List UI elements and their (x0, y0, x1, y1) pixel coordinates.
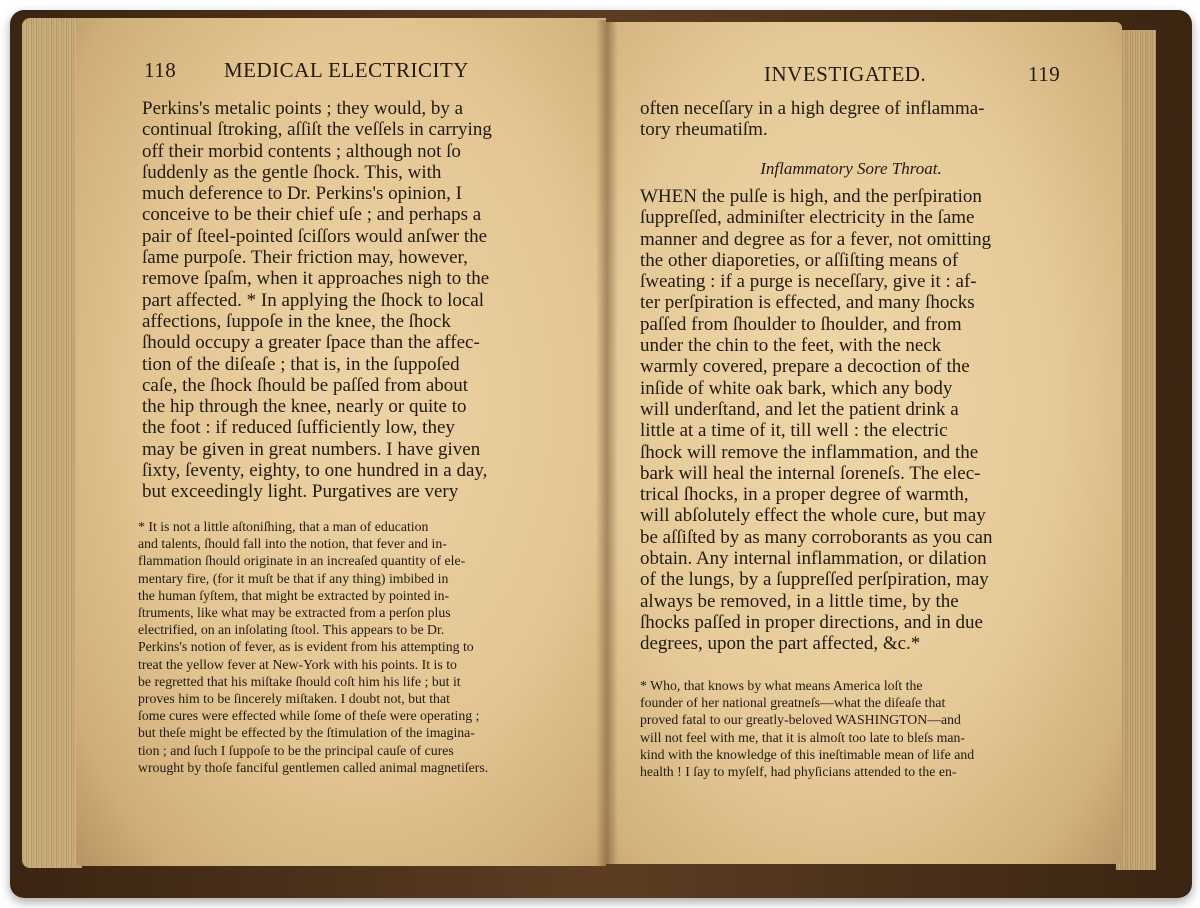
right-running-title: INVESTIGATED. (764, 62, 927, 86)
right-intro-text: often neceſſary in a high degree of inflamma- tory rheumatiſm. (640, 98, 985, 141)
left-page-number: 118 (144, 58, 177, 82)
right-page (604, 22, 1122, 864)
right-body-text: WHEN the pulſe is high, and the perſpiration ſuppreſſed, adminiſter electricity in the ſame manner and degree as for a fever, not omitting the other diaporeties, or aſſiſting means of ſweating : if a purge is neceſſary, give it : af- ter perſpiration is effected, and many ſhocks paſſed from ſhoulder to ſhoulder, and from under the chin to the feet, with the neck warmly covered, prepare a decoction of the inſide of white oak bark, which any body will underſtand, and let the patient drink a little at a time of it, till well : the electric ſhock will remove the inflammation, and the bark will heal the internal ſoreneſs. The elec- trical ſhocks, in a proper degree of warmth, will abſolutely effect the whole cure, but may be aſſiſted by as many corroborants as you can obtain. Any internal inflammation, or dilation of the lungs, by a ſuppreſſed perſpiration, may always be removed, in a little time, by the ſhocks paſſed in proper directions, and in due degrees, upon the part affected, &c.* (640, 186, 993, 655)
page-block-edge-left (22, 18, 82, 868)
left-page (76, 18, 606, 866)
right-footnote: * Who, that knows by what means America loſt the founder of her national greatneſs—what the diſeaſe that proved fatal to our greatly-beloved WASHINGTON—and will not feel with me, that it is almoſt too late to bleſs man- kind with the knowledge of this ineſtimable mean of life and health ! I ſay to myſelf, had phyſicians attended to the en- (640, 678, 975, 780)
book-gutter (596, 20, 618, 866)
left-body-text: Perkins's metalic points ; they would, by a continual ſtroking, aſſiſt the veſſels in carrying off their morbid contents ; although not ſo ſuddenly as the gentle ſhock. This, with much deference to Dr. Perkins's opinion, I conceive to be their chief uſe ; and perhaps a pair of ſteel-pointed ſciſſors would anſwer the ſame purpoſe. Their friction may, however, remove ſpaſm, when it approaches nigh to the part affected. * In applying the ſhock to local affections, ſuppoſe in the knee, the ſhock ſhould occupy a greater ſpace than the affec- tion of the diſeaſe ; that is, in the ſuppoſed caſe, the ſhock ſhould be paſſed from about the hip through the knee, nearly or quite to the foot : if reduced ſufficiently low, they may be given in great numbers. I have given ſixty, ſeventy, eighty, to one hundred in a day, but exceedingly light. Purgatives are very (142, 98, 492, 503)
right-page-number: 119 (1028, 62, 1061, 86)
left-footnote: * It is not a little aſtoniſhing, that a man of education and talents, ſhould fall into the notion, that fever and in- flammation ſhould originate in an increaſed quantity of ele- mentary fire, (for it muſt be that if any thing) imbibed in the human ſyſtem, that might be extracted by pointed in- ſtruments, like what may be extracted from a perſon plus electrified, on an inſolating ſtool. This appears to be Dr. Perkins's notion of fever, as is evident from his attempting to treat the yellow fever at New-York with his points. It is to be regretted that his miſtake ſhould coſt him his life ; but it proves him to be ſincerely miſtaken. I doubt not, but that ſome cures were effected while ſome of theſe were operating ; but theſe might be effected by the ſtimulation of the imagina- tion ; and ſuch I ſuppoſe to be the principal cauſe of cures wrought by thoſe fanciful gentlemen called animal magnetiſers. (138, 519, 489, 775)
left-running-title: MEDICAL ELECTRICITY (224, 58, 469, 82)
right-subheading: Inflammatory Sore Throat. (760, 159, 942, 178)
page-block-edge-right (1116, 30, 1156, 870)
